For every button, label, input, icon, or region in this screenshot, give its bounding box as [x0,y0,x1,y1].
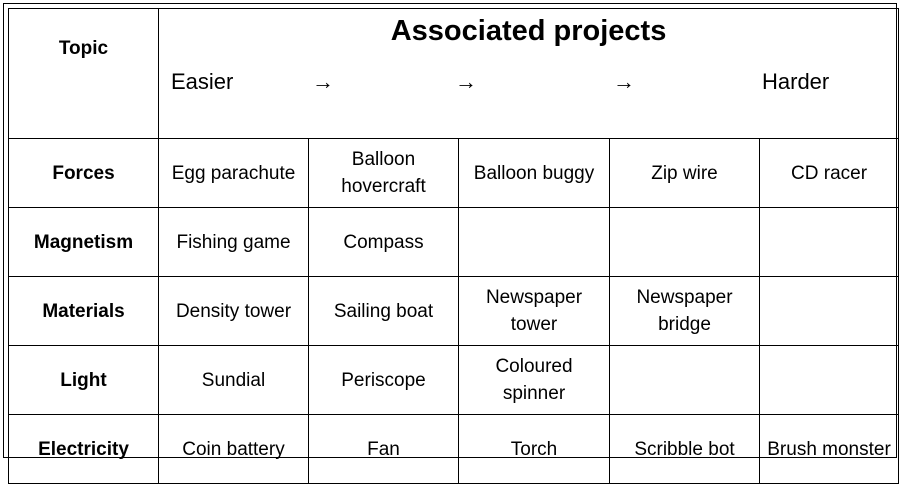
easier-label: Easier [171,69,234,94]
project-cell [610,208,760,277]
table-row-light [9,346,899,415]
project-cell: Periscope [309,346,459,415]
table-row-electricity [9,415,899,484]
project-cell: Coloured spinner [459,346,610,415]
associated-projects-title: Associated projects [390,15,667,47]
project-cell: Scribble bot [610,415,760,484]
right-arrow-icon: → [312,69,334,94]
header-row [9,9,899,139]
project-cell [610,346,760,415]
project-cell: Balloon buggy [459,139,610,208]
associated-projects-header [159,9,899,139]
project-cell: CD racer [760,139,899,208]
project-cell [760,208,899,277]
topic-cell: Light [9,346,159,415]
project-cell: Newspaper bridge [610,277,760,346]
project-cell [760,346,899,415]
table-row-materials [9,277,899,346]
project-cell: Sundial [159,346,309,415]
project-cell: Coin battery [159,415,309,484]
project-cell: Egg parachute [159,139,309,208]
difficulty-scale [159,67,898,97]
topic-cell: Magnetism [9,208,159,277]
project-cell: Brush monster [760,415,899,484]
project-cell: Balloon hovercraft [309,139,459,208]
project-cell: Sailing boat [309,277,459,346]
project-cell: Newspaper tower [459,277,610,346]
project-cell: Torch [459,415,610,484]
topic-cell: Electricity [9,415,159,484]
right-arrow-icon: → [613,69,635,94]
right-arrow-icon: → [455,69,477,94]
topic-cell: Forces [9,139,159,208]
project-cell: Density tower [159,277,309,346]
project-cell: Compass [309,208,459,277]
topic-cell: Materials [9,277,159,346]
table-row-forces [9,139,899,208]
project-cell: Fishing game [159,208,309,277]
harder-label: Harder [762,69,830,94]
project-cell [760,277,899,346]
table-row-magnetism [9,208,899,277]
topic-column-header: Topic [9,9,159,139]
project-cell: Fan [309,415,459,484]
projects-table [8,8,899,484]
project-cell: Zip wire [610,139,760,208]
project-cell [459,208,610,277]
